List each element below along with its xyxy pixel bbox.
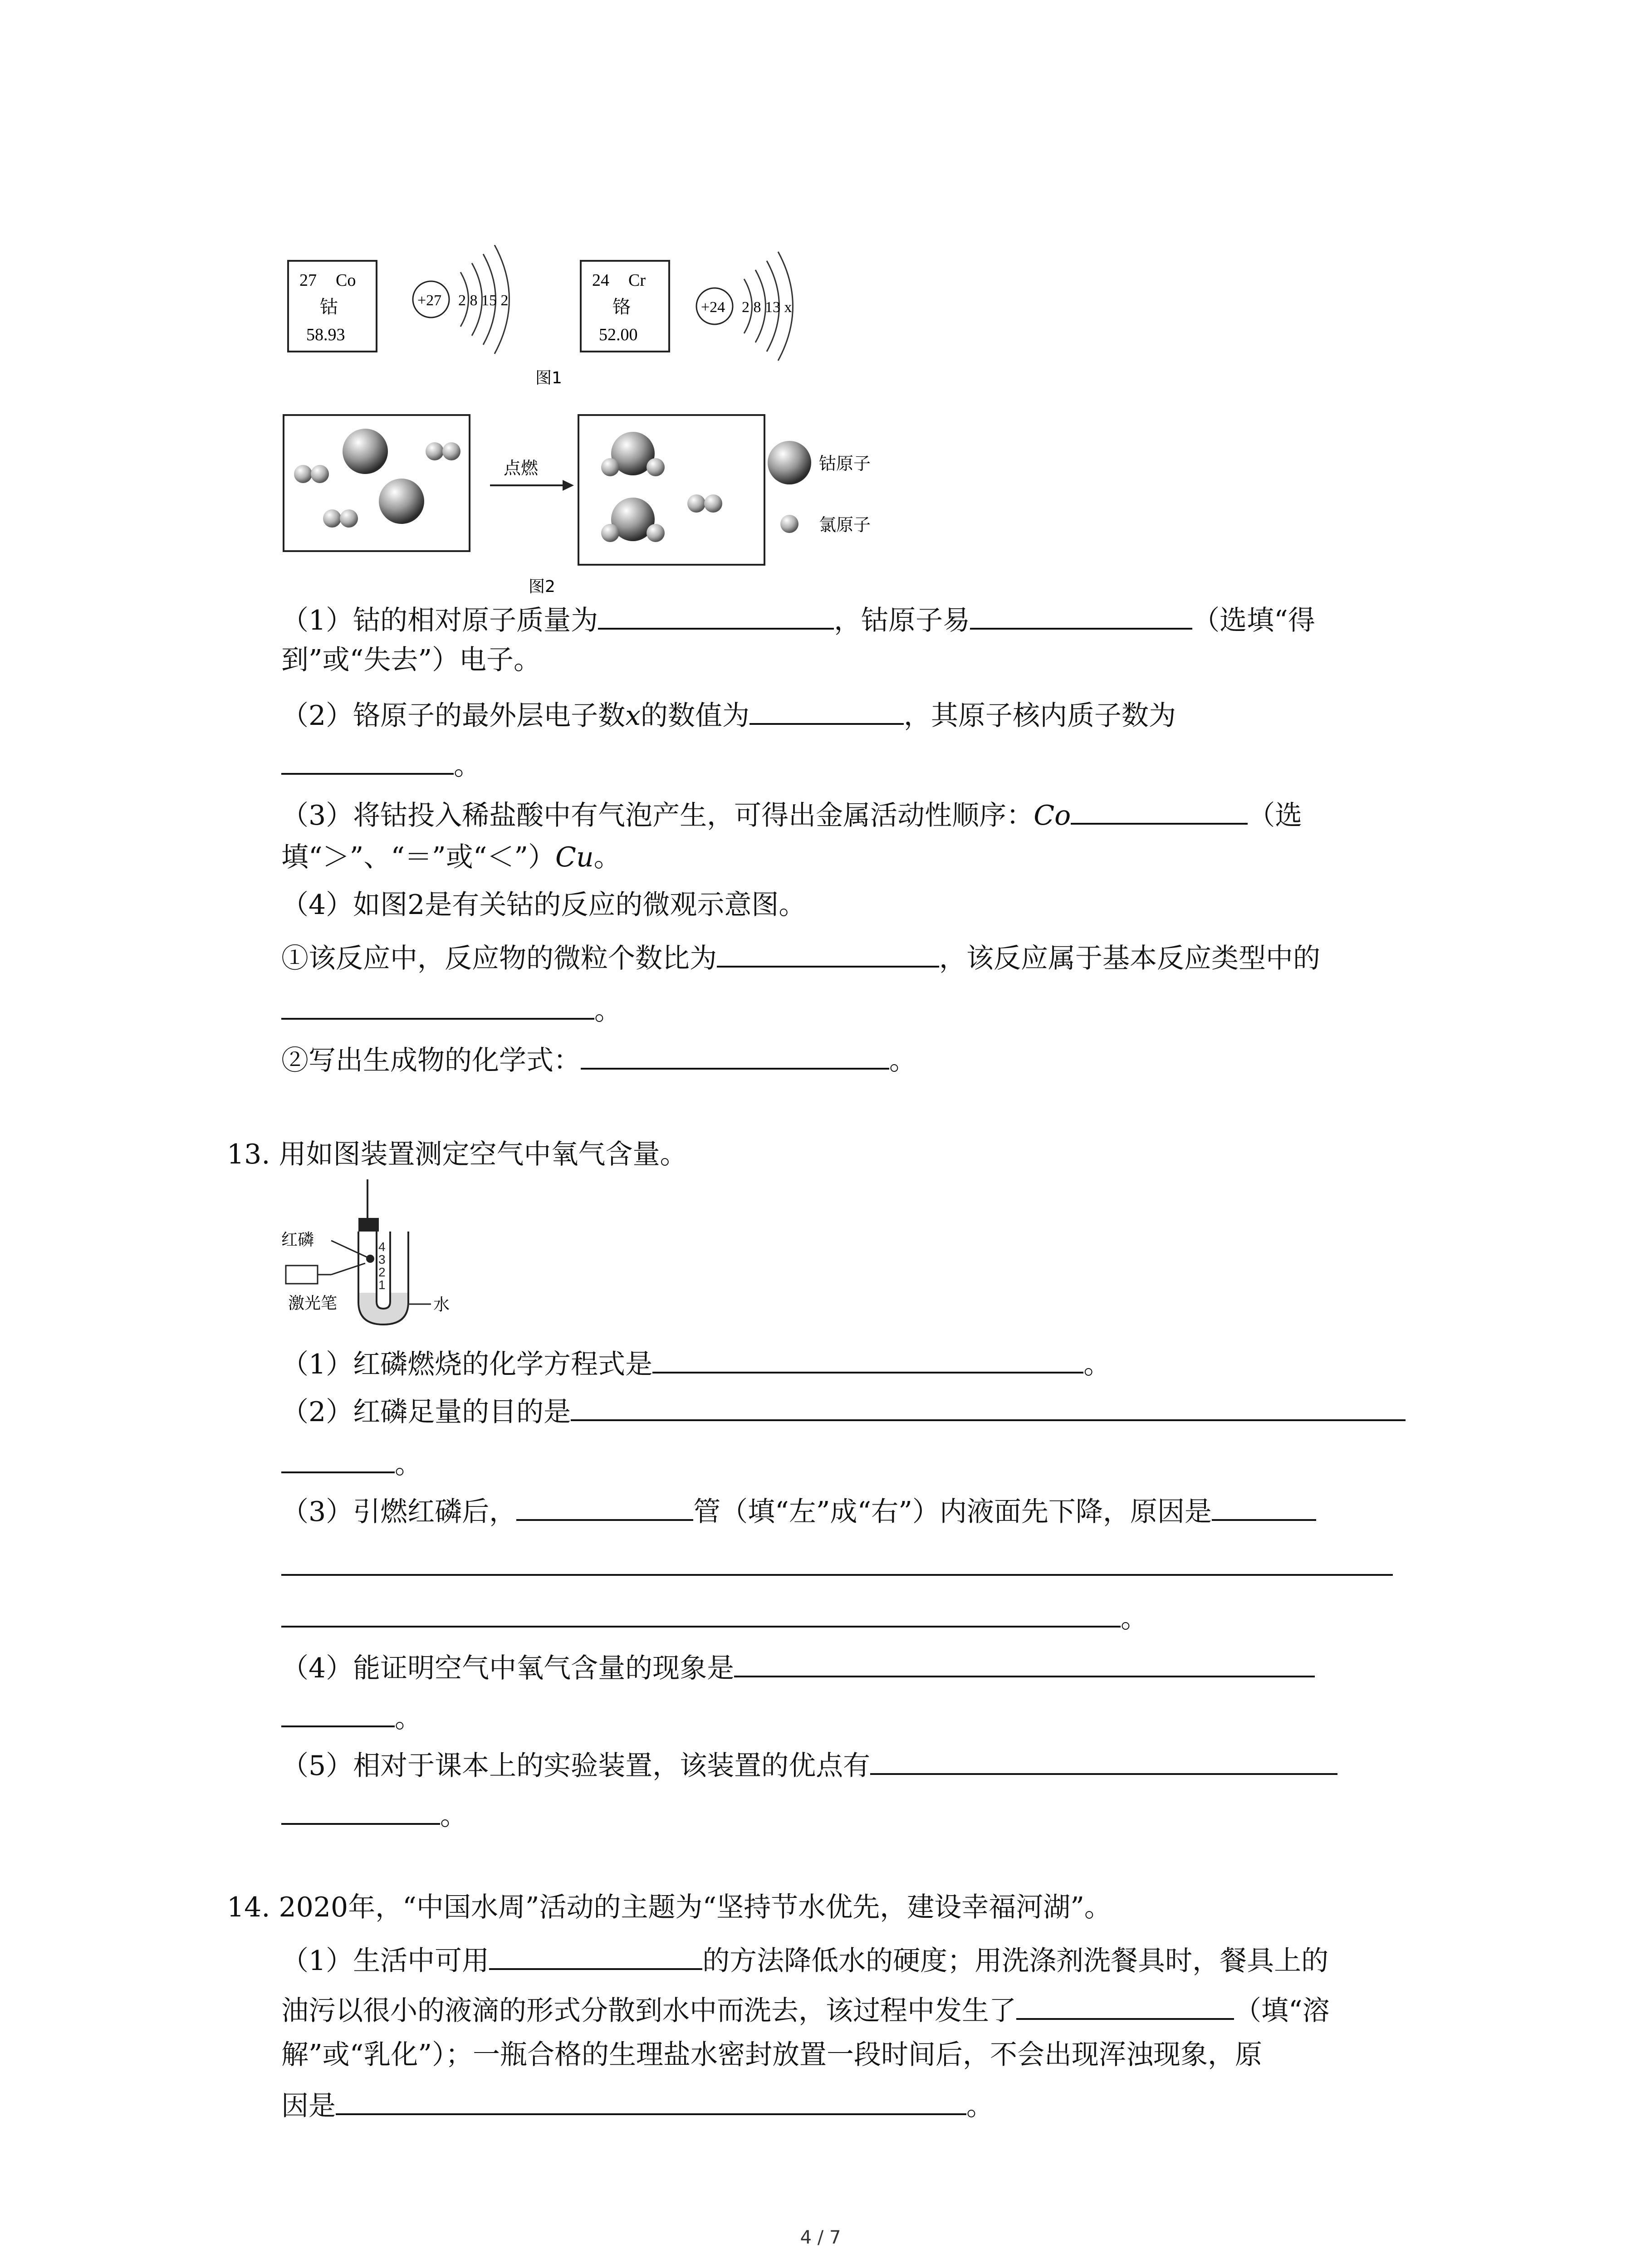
cl-atom — [704, 494, 722, 513]
legend-cl-atom — [780, 515, 798, 533]
answer-blank[interactable] — [1071, 794, 1248, 825]
page-number: 4 / 7 — [800, 2227, 841, 2248]
q14-part1-line3: 解”或“乳化”）；一瓶合格的生理盐水密封放置一段时间后，不会出现浑浊现象，原 — [281, 2039, 1263, 2071]
arrow-label: 点燃 — [504, 458, 539, 478]
figure-1 — [281, 245, 826, 390]
q12-part4-sub1-line1: ①该反应中，反应物的微粒个数比为 ，该反应属于基本反应类型中的 — [281, 937, 1320, 977]
legend-co-atom — [768, 441, 811, 484]
co-nucleus: +27 — [417, 292, 442, 309]
figure-2 — [272, 408, 930, 599]
cl-atom — [601, 524, 619, 542]
products-box — [578, 415, 764, 565]
label-water: 水 — [433, 1295, 450, 1314]
answer-blank[interactable] — [734, 1647, 1315, 1677]
answer-blank[interactable] — [281, 1574, 1393, 1576]
q13-part1: （1）红磷燃烧的化学方程式是 。 — [281, 1343, 1111, 1383]
q14-title: 14. 2020年，“中国水周”活动的主题为“坚持节水优先，建设幸福河湖”。 — [227, 1892, 1112, 1923]
answer-blank[interactable] — [1016, 1989, 1234, 2020]
co-name: 钴 — [320, 297, 338, 318]
cl-atom — [340, 509, 358, 528]
q14-part1-line1: （1）生活中可用 的方法降低水的硬度；用洗涤剂洗餐具时，餐具上的 — [281, 1939, 1328, 1979]
scale-mark: 4 — [378, 1240, 386, 1254]
figure-1-caption: 图1 — [535, 369, 562, 387]
co-mass: 58.93 — [306, 325, 345, 344]
q12-part2-line2: 。 — [281, 744, 481, 784]
figure-1-graphic — [281, 245, 826, 390]
cl-atom — [323, 509, 341, 528]
cr-shells: 2 8 13 x — [742, 299, 792, 316]
co-atom — [343, 429, 388, 474]
cr-mass: 52.00 — [599, 325, 638, 344]
cr-symbol: Cr — [628, 271, 646, 290]
cl-atom — [442, 442, 460, 460]
cl-atom — [687, 494, 705, 513]
cl-atom — [311, 465, 329, 483]
scale-mark: 2 — [378, 1265, 386, 1279]
figure-2-graphic — [272, 408, 930, 599]
figure-2-caption: 图2 — [529, 577, 555, 596]
cl-atom — [647, 458, 665, 476]
answer-blank[interactable] — [281, 1597, 1121, 1628]
co-symbol: Co — [336, 271, 356, 290]
answer-blank[interactable] — [717, 937, 939, 968]
legend-cl-label: 氯原子 — [819, 515, 871, 535]
q12-part4-sub2: ②写出生成物的化学式： 。 — [281, 1039, 916, 1079]
answer-blank[interactable] — [652, 1343, 1083, 1374]
cr-name: 铬 — [612, 297, 631, 318]
co-number: 27 — [299, 271, 317, 290]
cr-number: 24 — [592, 271, 609, 290]
red-phosphorus — [366, 1255, 374, 1263]
laser-pen — [286, 1266, 318, 1284]
q12-part2-line1: （2）铬原子的最外层电子数x的数值为 ，其原子核内质子数为 — [281, 694, 1176, 734]
q13-part5-line1: （5）相对于课本上的实验装置，该装置的优点有 — [281, 1744, 1337, 1784]
q12-part4: （4）如图2是有关钴的反应的微观示意图。 — [281, 889, 806, 921]
q13-apparatus-figure — [281, 1179, 472, 1329]
scale-mark: 3 — [378, 1252, 386, 1266]
q14-part1-line4: 因是 。 — [281, 2084, 994, 2124]
answer-blank[interactable] — [281, 1696, 395, 1727]
answer-blank[interactable] — [970, 599, 1192, 630]
stopper — [358, 1218, 379, 1232]
q13-part3-line3: 。 — [281, 1597, 1148, 1637]
q13-part4-line1: （4）能证明空气中氧气含量的现象是 — [281, 1647, 1315, 1686]
label-red-phosphorus: 红磷 — [281, 1231, 314, 1249]
q13-part3-line1: （3）引燃红磷后， 管（填“左”成“右”）内液面先下降，原因是 — [281, 1490, 1316, 1530]
answer-blank[interactable] — [336, 2084, 966, 2115]
q12-part1-line2: 到”或“失去”）电子。 — [281, 644, 541, 676]
cl-atom — [294, 465, 312, 483]
cr-nucleus: +24 — [701, 299, 725, 316]
label-laser-pen: 激光笔 — [288, 1294, 338, 1313]
answer-blank[interactable] — [489, 1939, 702, 1970]
q12-part3-line1: （3）将钴投入稀盐酸中有气泡产生，可得出金属活动性顺序：Co （选 — [281, 794, 1302, 834]
q12-part3-line2: 填“＞”、“＝”或“＜”）Cu。 — [281, 841, 621, 873]
legend-co-label: 钴原子 — [819, 454, 871, 474]
q13-part5-line2: 。 — [281, 1794, 467, 1834]
co-atom — [379, 479, 424, 524]
answer-blank[interactable] — [516, 1490, 693, 1521]
answer-blank[interactable] — [581, 1039, 889, 1070]
answer-blank[interactable] — [749, 694, 904, 725]
answer-blank[interactable] — [870, 1744, 1337, 1775]
co-shells: 2 8 15 2 — [458, 292, 509, 309]
u-tube-apparatus — [281, 1179, 472, 1329]
cl-atom — [601, 458, 619, 476]
answer-blank[interactable] — [1212, 1490, 1316, 1521]
q13-title: 13. 用如图装置测定空气中氧气含量。 — [227, 1139, 687, 1170]
q12-part4-sub1-line2: 。 — [281, 989, 622, 1029]
answer-blank[interactable] — [281, 1442, 395, 1473]
scale-mark: 1 — [378, 1278, 386, 1292]
q12-part1-line1: （1）钴的相对原子质量为 ，钴原子易 （选填“得 — [281, 599, 1315, 639]
answer-blank[interactable] — [281, 1794, 440, 1825]
q14-part1-line2: 油污以很小的液滴的形式分散到水中而洗去，该过程中发生了 （填“溶 — [281, 1989, 1330, 2029]
cl-atom — [647, 524, 665, 542]
answer-blank[interactable] — [281, 744, 454, 775]
q13-part2-line1: （2）红磷足量的目的是 — [281, 1390, 1406, 1430]
q13-part2-line2: 。 — [281, 1442, 422, 1482]
answer-blank[interactable] — [598, 599, 834, 630]
q13-part4-line2: 。 — [281, 1696, 422, 1736]
answer-blank[interactable] — [281, 989, 594, 1020]
answer-blank[interactable] — [571, 1390, 1406, 1421]
cl-atom — [426, 442, 444, 460]
